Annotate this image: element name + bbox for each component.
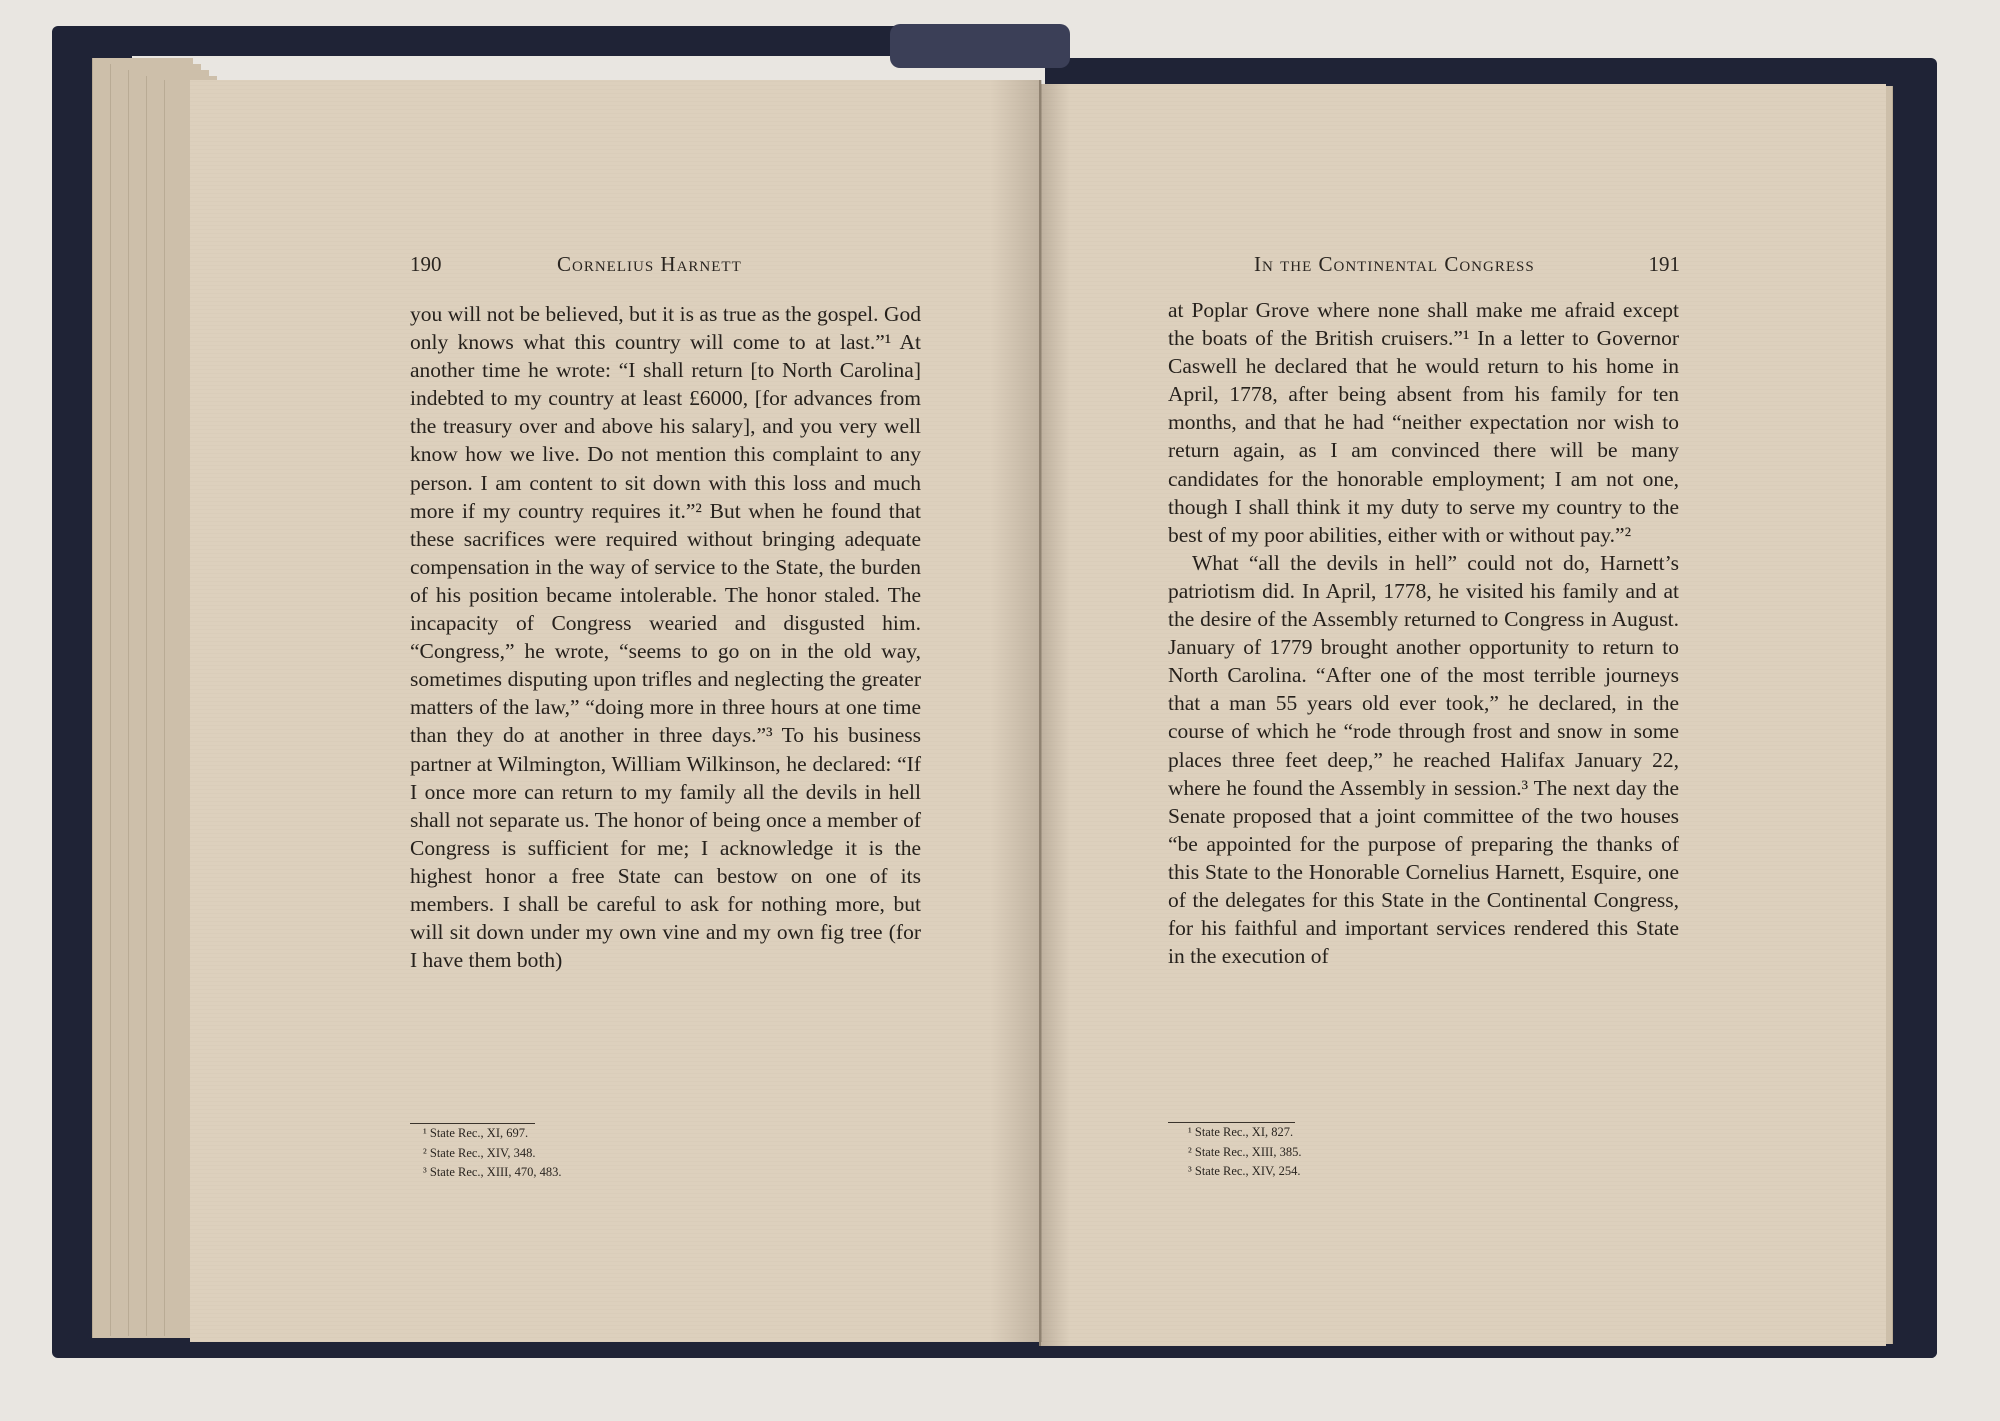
right-footnotes xyxy=(1188,1123,1301,1182)
left-footnote-1: ¹ State Rec., XI, 697. xyxy=(423,1126,529,1140)
right-running-head xyxy=(1168,250,1680,278)
right-footnote-1: ¹ State Rec., XI, 827. xyxy=(1188,1125,1294,1139)
left-paragraph-1: you will not be believed, but it is as true as the gospel. God only knows what this country will come to at last.”¹ At another time he wrote: “I shall return [to North Carolina] indebted to my country at least £6000, [for advances from the treasury over and above his salary], and you very well know how we live. Do not mention this complaint to any person. I am content to sit down with this loss and much more if my country requires it.”² But when he found that these sacrifices were required without bringing adequate compensation in the way of service to the State, the burden of his position became intolerable. The honor staled. The incapacity of Congress wearied and disgusted him. “Congress,” he wrote, “seems to go on in the old way, sometimes disputing upon trifles and neglecting the greater matters of the law,” “doing more in three hours at one time than they do at another in three days.”³ To his business partner at Wilmington, William Wilkinson, he declared: “If I once more can return to my family all the devils in hell shall not separate us. The honor of being once a member of Congress is sufficient for me; I acknowledge it is the highest honor a free State can bestow on one of its members. I shall be careful to ask for nothing more, but will sit down under my own vine and my own fig tree (for I have them both) xyxy=(410,302,921,973)
left-running-title: Cornelius Harnett xyxy=(557,252,742,276)
right-running-title: In the Continental Congress xyxy=(1254,252,1535,276)
spine-headband xyxy=(890,24,1070,68)
left-footnote-3: ³ State Rec., XIII, 470, 483. xyxy=(423,1165,562,1179)
right-page-number: 191 xyxy=(1648,252,1680,276)
gutter-line xyxy=(1039,80,1041,1346)
left-footnote-2: ² State Rec., XIV, 348. xyxy=(423,1145,536,1160)
right-body-text xyxy=(1168,296,1679,970)
right-footnote-3: ³ State Rec., XIV, 254. xyxy=(1188,1164,1301,1178)
gutter-shadow-right xyxy=(1040,84,1070,1346)
left-page-number: 190 xyxy=(410,252,442,276)
right-paragraph-2: What “all the devils in hell” could not do, Harnett’s patriotism did. In April, 1778, he visited his family and at the desire of the Assembly returned to Congress in August. January of 1779 brought another opportunity to return to North Carolina. “After one of the most terrible journeys that a man 55 years old ever took,” he declared, in the course of which he “rode through frost and snow in some places three feet deep,” he reached Halifax January 22, where he found the Assembly in session.³ The next day the Senate proposed that a joint committee of the two houses “be appointed for the purpose of preparing the thanks of this State to the Honorable Cornelius Harnett, Esquire, one of the delegates for this State in the Continental Congress, for his faithful and important services rendered this State in the execution of xyxy=(1168,550,1679,969)
right-footnote-2: ² State Rec., XIII, 385. xyxy=(1188,1144,1302,1159)
gutter-shadow-left xyxy=(990,80,1042,1342)
left-body-text xyxy=(410,300,921,974)
right-paragraph-1: at Poplar Grove where none shall make me afraid except the boats of the British cruisers.”¹ In a letter to Governor Caswell he declared that he would return to his home in April, 1778, after being absent from his family for ten months, and that he had “neither expectation nor wish to return again, as I am convinced there will be many candidates for the honorable employment; I am not one, though I shall think it my duty to serve my country to the best of my poor abilities, either with or without pay.”² xyxy=(1168,298,1679,547)
left-running-head xyxy=(410,250,925,278)
left-footnotes xyxy=(423,1124,561,1183)
